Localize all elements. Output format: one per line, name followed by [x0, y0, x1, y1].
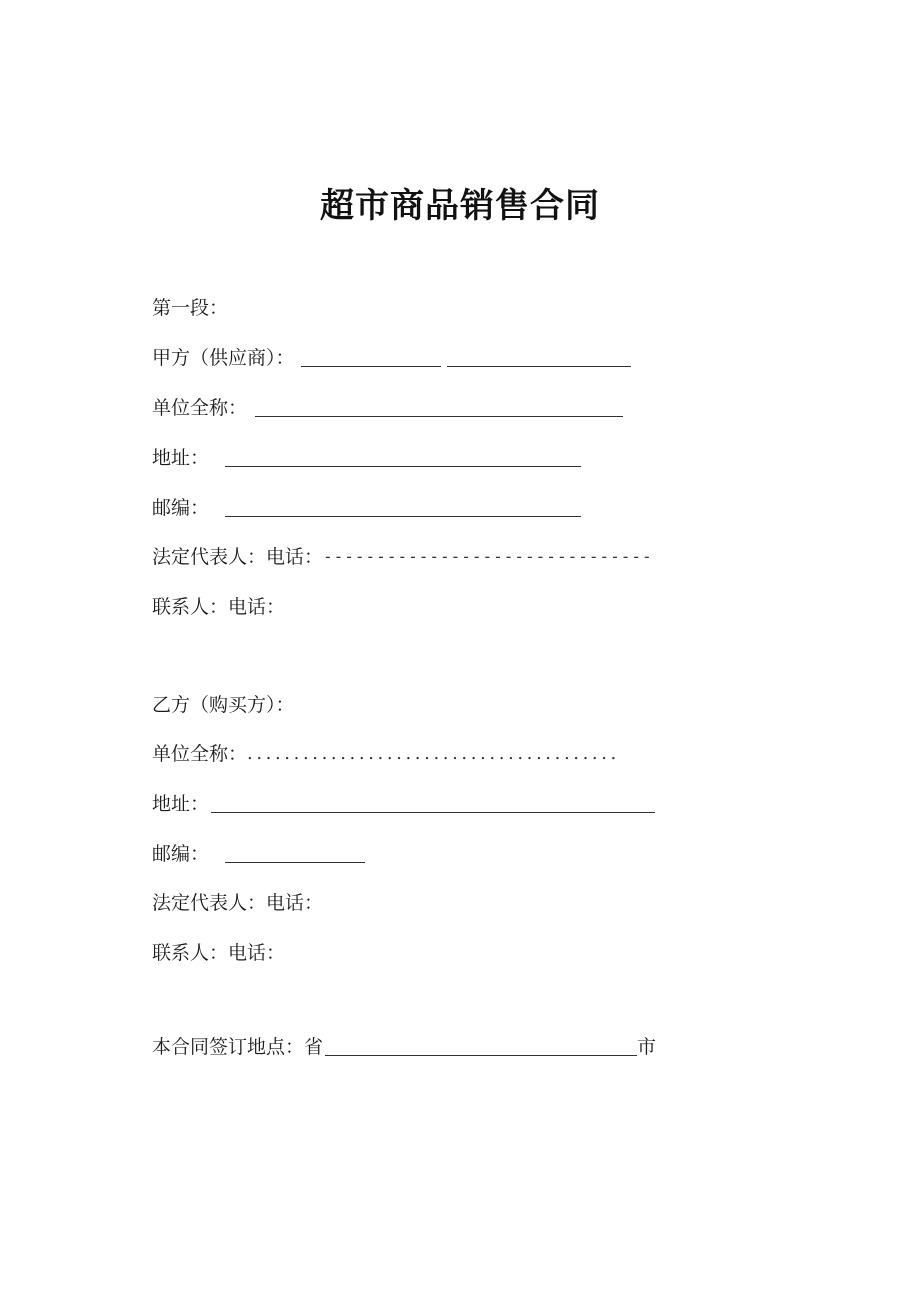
document-title: 超市商品销售合同 — [320, 186, 600, 226]
party-a-contact-row — [152, 592, 285, 622]
party-a-address-row — [152, 443, 581, 473]
party-a-fullname-blank[interactable] — [255, 415, 623, 417]
section-label: 第一段： — [152, 297, 229, 319]
signing-place-row — [152, 1032, 656, 1062]
party-a-heading: 甲方（供应商）： — [152, 347, 295, 369]
party-a-address-blank[interactable] — [225, 465, 581, 467]
party-a-name-blank-1[interactable] — [301, 365, 441, 367]
party-b-address-label: 地址： — [152, 793, 210, 815]
party-b-heading: 乙方（购买方）： — [152, 694, 295, 716]
section-label-row — [152, 293, 228, 323]
party-b-heading-row — [152, 690, 295, 720]
party-a-postcode-blank[interactable] — [225, 515, 581, 517]
party-b-postcode-label: 邮编： — [152, 843, 210, 865]
party-a-name-blank-2[interactable] — [447, 365, 631, 367]
party-b-address-blank[interactable] — [211, 811, 655, 813]
party-a-postcode-row — [152, 493, 581, 523]
party-b-fullname-row — [152, 739, 620, 769]
party-a-legal-rep-dashes[interactable]: ------------------------------- — [323, 547, 653, 566]
party-b-fullname-label: 单位全称： — [152, 743, 248, 765]
party-b-contact-row — [152, 938, 285, 968]
signing-province-blank[interactable] — [325, 1054, 637, 1056]
party-a-legal-rep-row — [152, 542, 653, 572]
party-a-legal-rep-label: 法定代表人：电话： — [152, 546, 324, 568]
party-a-fullname-row — [152, 393, 623, 423]
party-b-postcode-blank[interactable] — [225, 861, 365, 863]
party-b-legal-rep-label: 法定代表人：电话： — [152, 892, 324, 914]
party-a-fullname-label: 单位全称： — [152, 397, 248, 419]
signing-city-suffix: 市 — [637, 1036, 657, 1058]
party-b-address-row — [152, 789, 655, 819]
party-b-legal-rep-row — [152, 888, 323, 918]
party-a-heading-row — [152, 343, 631, 373]
party-b-contact-label: 联系人：电话： — [152, 942, 286, 964]
party-b-postcode-row — [152, 839, 365, 869]
party-a-address-label: 地址： — [152, 447, 210, 469]
party-a-contact-label: 联系人：电话： — [152, 596, 286, 618]
party-a-postcode-label: 邮编： — [152, 497, 210, 519]
signing-place-label: 本合同签订地点：省 — [152, 1036, 324, 1058]
party-b-fullname-dots[interactable]: ........................................ — [247, 743, 620, 764]
